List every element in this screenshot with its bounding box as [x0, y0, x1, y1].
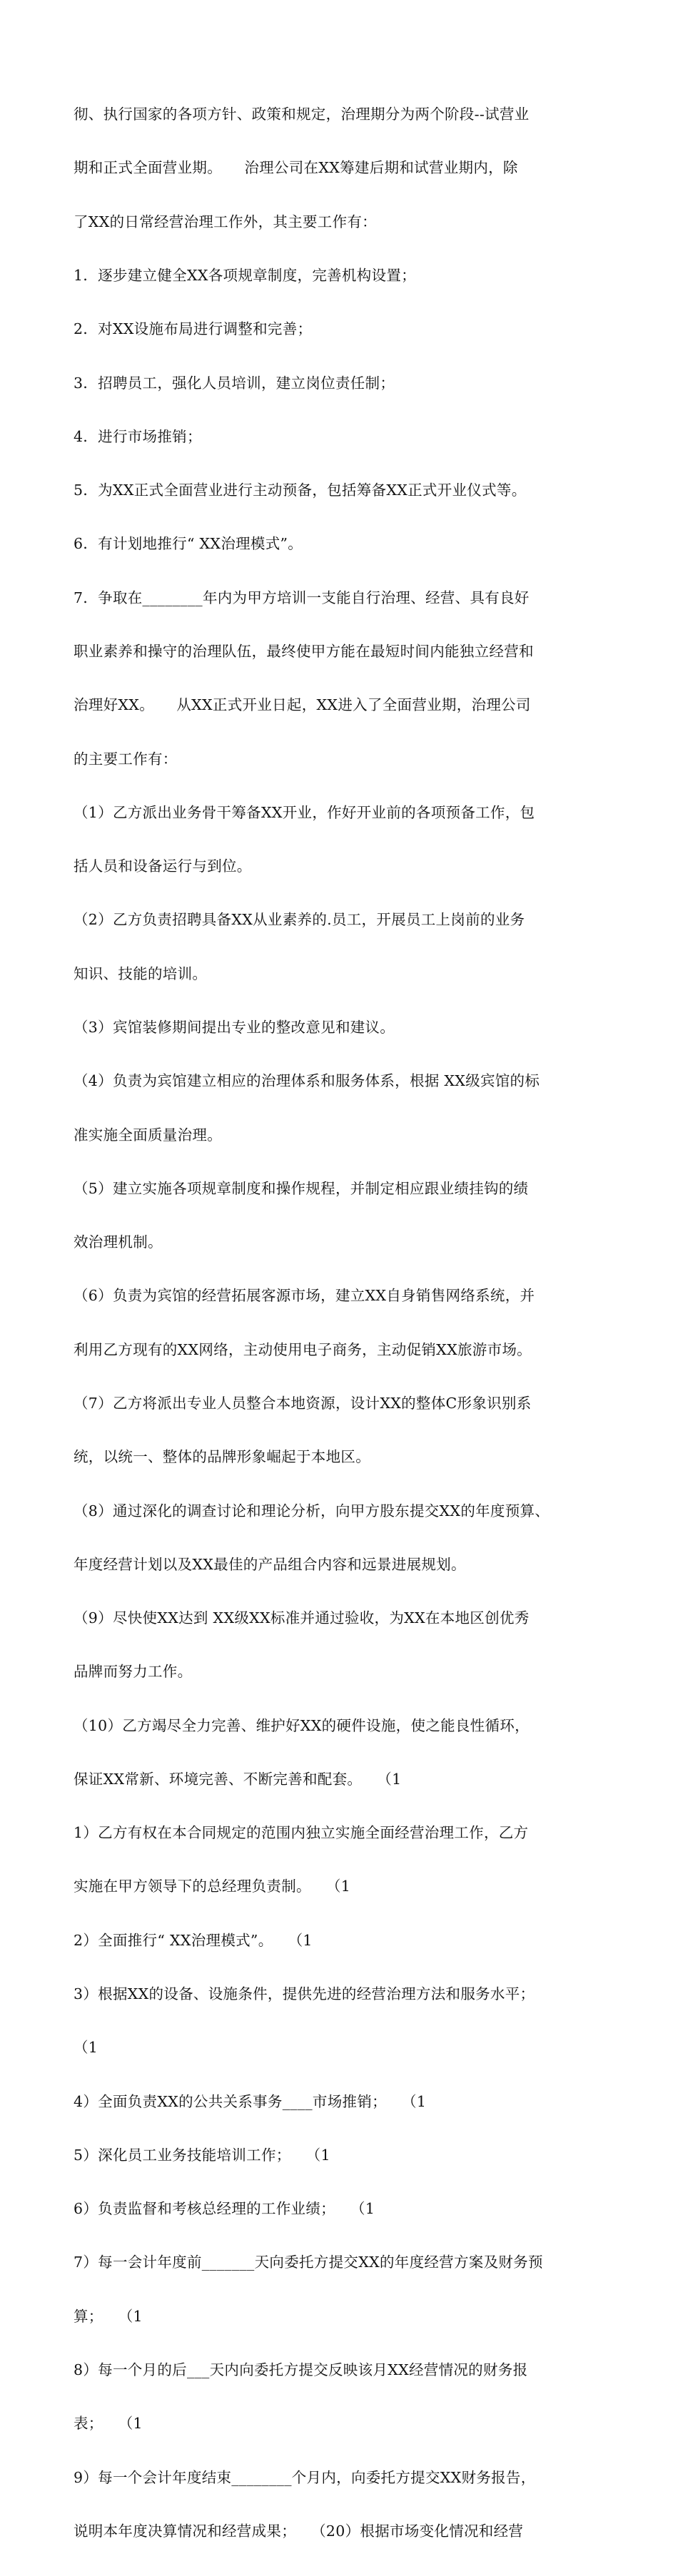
text-line: 治理好XX。 从XX正式开业日起，XX进入了全面营业期，治理公司: [74, 696, 531, 714]
text-line: 2）全面推行“ XX治理模式”。 （1: [74, 1931, 313, 1949]
text-line: （2）乙方负责招聘具备XX从业素养的.员工，开展员工上岗前的业务: [74, 911, 525, 929]
text-line: 6．有计划地推行“ XX治理模式”。: [74, 535, 303, 553]
text-line: 7）每一会计年度前_______天向委托方提交XX的年度经营方案及财务预: [74, 2254, 543, 2271]
text-line: 实施在甲方领导下的总经理负责制。 （1: [74, 1878, 351, 1895]
text-line: 9）每一个会计年度结束________个月内，向委托方提交XX财务报告，: [74, 2468, 536, 2486]
text-line: 品牌而努力工作。: [74, 1663, 193, 1681]
text-line: 5．为XX正式全面营业进行主动预备，包括筹备XX正式开业仪式等。: [74, 482, 527, 499]
text-line: 职业素养和操守的治理队伍，最终使甲方能在最短时间内能独立经营和: [74, 643, 534, 660]
text-line: 准实施全面质量治理。: [74, 1126, 222, 1144]
text-line: （3）宾馆装修期间提出专业的整改意见和建议。: [74, 1018, 395, 1036]
text-line: 保证XX常新、环境完善、不断完善和配套。 （1: [74, 1770, 402, 1788]
text-line: 3．招聘员工，强化人员培训，建立岗位责任制；: [74, 374, 395, 392]
text-line: 8）每一个月的后___天内向委托方提交反映该月XX经营情况的财务报: [74, 2361, 528, 2378]
text-line: （7）乙方将派出专业人员整合本地资源，设计XX的整体C形象识别系: [74, 1394, 532, 1412]
text-line: 4．进行市场推销；: [74, 427, 202, 445]
document-body: [74, 70, 616, 2576]
text-line: （4）负责为宾馆建立相应的治理体系和服务体系，根据 XX级宾馆的标: [74, 1072, 540, 1090]
text-line: 的主要工作有：: [74, 750, 178, 768]
text-line: 算； （1: [74, 2307, 143, 2325]
text-line: 期和正式全面营业期。 治理公司在XX筹建后期和试营业期内，除: [74, 159, 518, 177]
text-line: 7．争取在________年内为甲方培训一支能自行治理、经营、具有良好: [74, 589, 530, 606]
text-line: 说明本年度决算情况和经营成果； （20）根据市场变化情况和经营: [74, 2522, 524, 2540]
text-line: （1: [74, 2039, 98, 2057]
text-line: 1）乙方有权在本合同规定的范围内独立实施全面经营治理工作，乙方: [74, 1824, 529, 1842]
text-line: 彻、执行国家的各项方针、政策和规定，治理期分为两个阶段--试营业: [74, 106, 530, 123]
text-line: 3）根据XX的设备、设施条件，提供先进的经营治理方法和服务水平；: [74, 1985, 535, 2003]
text-line: 了XX的日常经营治理工作外，其主要工作有：: [74, 213, 377, 230]
text-line: 6）负责监督和考核总经理的工作业绩； （1: [74, 2200, 375, 2218]
text-line: （6）负责为宾馆的经营拓展客源市场，建立XX自身销售网络系统，并: [74, 1287, 535, 1305]
text-line: （9）尽快使XX达到 XX级XX标准并通过验收，为XX在本地区创优秀: [74, 1609, 530, 1627]
text-line: 效治理机制。: [74, 1233, 163, 1251]
text-line: 年度经营计划以及XX最佳的产品组合内容和远景进展规划。: [74, 1555, 466, 1573]
text-line: 2．对XX设施布局进行调整和完善；: [74, 320, 313, 338]
text-line: （1）乙方派出业务骨干筹备XX开业，作好开业前的各项预备工作，包: [74, 803, 535, 821]
text-line: （5）建立实施各项规章制度和操作规程，并制定相应跟业绩挂钩的绩: [74, 1179, 529, 1197]
text-line: 利用乙方现有的XX网络，主动使用电子商务，主动促销XX旅游市场。: [74, 1340, 532, 1358]
text-line: （10）乙方竭尽全力完善、维护好XX的硬件设施，使之能良性循环，: [74, 1716, 530, 1734]
text-line: 5）深化员工业务技能培训工作； （1: [74, 2146, 330, 2164]
text-line: 知识、技能的培训。: [74, 964, 208, 982]
text-line: 1．逐步建立健全XX各项规章制度，完善机构设置；: [74, 267, 416, 285]
text-line: 表； （1: [74, 2415, 143, 2433]
text-line: 4）全面负责XX的公共关系事务____市场推销； （1: [74, 2092, 427, 2110]
text-line: 统，以统一、整体的品牌形象崛起于本地区。: [74, 1448, 370, 1466]
text-line: （8）通过深化的调查讨论和理论分析，向甲方股东提交XX的年度预算、: [74, 1502, 550, 1519]
text-line: 括人员和设备运行与到位。: [74, 857, 252, 875]
